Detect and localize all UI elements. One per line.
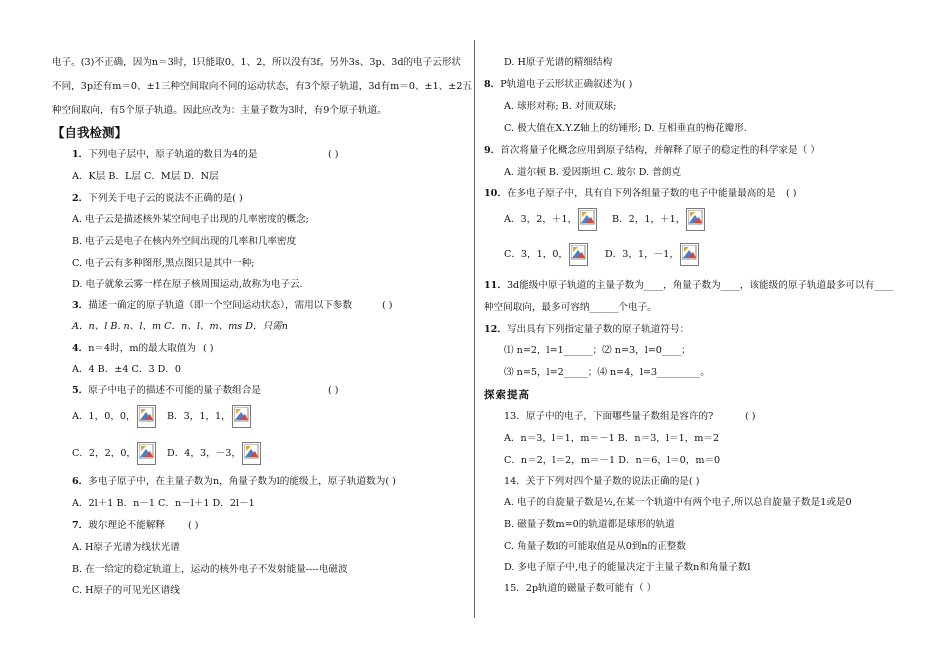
question-8: [484, 79, 632, 91]
question-text: 3d能级中原子轨道的主量子数为____，角量子数为____，该能级的原子轨道最多可以有____: [506, 280, 894, 291]
question-13-options-cd: C．n＝2，l＝2，m＝－1 D．n＝6，l＝0，m＝0: [504, 455, 721, 466]
intro-line-1: 电子。(3)不正确，因为n＝3时，l只能取0、1、2，所以没有3f。另外3s、3p、3d的电子云形状: [52, 57, 462, 68]
question-7-option-a: A. H原子光谱为线状光谱: [72, 542, 180, 553]
intro-line-3: 种空间取向，有5个原子轨道。因此应改为：主量子数为3时，有9个原子轨道。: [52, 105, 387, 116]
question-12: [484, 324, 689, 336]
question-5-option-d: [167, 442, 261, 465]
option-text: D．3，1，－1，: [605, 249, 679, 260]
question-text: 描述一确定的原子轨道（即一个空间运动状态），需用以下参数: [88, 300, 353, 311]
question-2-option-b: B. 电子云是电子在核内外空间出现的几率和几率密度: [72, 236, 297, 247]
question-text: n＝4时，m的最大取值为: [88, 343, 197, 354]
answer-paren: ( ): [786, 188, 797, 199]
option-text: D．4，3，－3，: [167, 448, 241, 459]
question-number: 4．: [72, 343, 89, 354]
question-14-option-d: D. 多电子原子中,电子的能量决定于主量子数n和角量子数l: [504, 562, 751, 573]
question-9-options: A. 道尔顿 B. 爱因斯坦 C. 玻尔 D. 普朗克: [504, 167, 681, 178]
question-2-option-d: D. 电子就象云雾一样在原子核周围运动,故称为电子云.: [72, 279, 303, 290]
image-placeholder-icon: [680, 243, 699, 266]
question-number: 13．: [504, 411, 526, 422]
question-10: [484, 188, 776, 200]
question-number: 3．: [72, 300, 89, 311]
question-8-options-ab: A. 球形对称; B. 对顶双球;: [504, 101, 617, 112]
answer-paren: ( ): [328, 149, 339, 160]
question-10-option-d: [605, 243, 699, 266]
question-number: 11．: [484, 280, 507, 291]
question-number: 14．: [504, 476, 526, 487]
question-13-options-ab: A．n＝3，l＝1，m＝－1 B．n＝3，l＝1，m＝2: [504, 433, 720, 444]
section-title-self-check: 【自我检测】: [52, 125, 128, 140]
question-text: 2p轨道的磁量子数可能有（ ）: [525, 583, 657, 594]
question-15: [504, 583, 656, 595]
option-text: A．3，2，＋1，: [504, 214, 578, 225]
question-text: 写出具有下列指定量子数的原子轨道符号：: [506, 324, 690, 335]
question-6: [72, 476, 396, 488]
question-text: 下列关于电子云的说法不正确的是( ): [88, 193, 243, 204]
question-10-option-c: [504, 243, 588, 266]
answer-paren: ( ): [203, 343, 214, 354]
question-9: [484, 145, 820, 157]
question-number: 5．: [72, 385, 89, 396]
question-text: 原子中的电子，下面哪些量子数组是容许的?: [525, 411, 714, 422]
question-12-row-1: ⑴ n=2，l=1______；⑵ n=3，l=0____；: [504, 345, 691, 356]
question-4-options: A．4 B．±4 C．3 D．0: [72, 364, 181, 375]
question-7-option-d: D. H原子光谱的精细结构: [504, 57, 613, 68]
question-5-option-b: [167, 405, 251, 428]
column-divider: [474, 40, 475, 618]
intro-line-2: 不同，3p还有m＝0、±1三种空间取向不同的运动状态，有3个原子轨道，3d有m＝0、±1、±2五: [52, 81, 473, 92]
question-11-line-2: 种空间取向，最多可容纳______个电子。: [484, 302, 657, 313]
section-title-explore: 探索提高: [484, 389, 530, 401]
option-text: B．3，1，1，: [167, 411, 231, 422]
question-14-option-c: C. 角量子数l的可能取值是从0到n的正整数: [504, 541, 686, 552]
question-5-option-a: [72, 405, 156, 428]
question-2-option-a: A. 电子云是描述核外某空间电子出现的几率密度的概念;: [72, 214, 309, 225]
question-7-option-c: C. H原子的可见光区谱线: [72, 585, 180, 596]
question-number: 1．: [72, 149, 89, 160]
question-8-options-cd: C. 极大值在X.Y.Z轴上的纺锤形; D. 互相垂直的梅花瓣形.: [504, 123, 747, 134]
question-number: 8．: [484, 79, 501, 90]
image-placeholder-icon: [137, 405, 156, 428]
image-placeholder-icon: [578, 208, 597, 231]
answer-paren: ( ): [745, 411, 756, 422]
image-placeholder-icon: [569, 243, 588, 266]
image-placeholder-icon: [137, 442, 156, 465]
question-number: 7．: [72, 520, 89, 531]
question-text: 玻尔理论不能解释: [88, 520, 166, 531]
question-5-option-c: [72, 442, 156, 465]
option-text: C．3，1，0，: [504, 249, 569, 260]
question-7-option-b: B. 在一给定的稳定轨道上，运动的核外电子不发射能量----电磁波: [72, 564, 348, 575]
question-1-options: A．K层 B．L层 C．M层 D．N层: [72, 171, 219, 182]
question-text: 下列电子层中，原子轨道的数目为4的是: [88, 149, 258, 160]
question-text: P轨道电子云形状正确叙述为( ): [500, 79, 633, 90]
option-text: A．1，0，0，: [72, 411, 136, 422]
answer-paren: ( ): [328, 385, 339, 396]
question-6-options: A．2l＋1 B．n－1 C．n－l＋1 D．2l－1: [72, 498, 255, 509]
option-text: B．2，1，＋1，: [612, 214, 686, 225]
question-3: [72, 300, 352, 312]
question-text: 关于下列对四个量子数的说法正确的是( ): [525, 476, 700, 487]
question-14: [504, 476, 699, 488]
option-text: C．2，2，0，: [72, 448, 137, 459]
question-3-options: A．n、l B. n、l、m C．n、l、m、ms D．只需n: [72, 321, 288, 332]
question-number: 2．: [72, 193, 89, 204]
question-number: 15．: [504, 583, 526, 594]
question-2-option-c: C. 电子云有多种图形,黑点图只是其中一种;: [72, 258, 255, 269]
question-text: 首次将量子化概念应用到原子结构，并解释了原子的稳定性的科学家是（ ）: [500, 145, 820, 156]
question-13: [504, 411, 713, 423]
answer-paren: ( ): [188, 520, 199, 531]
question-14-option-a: A. 电子的自旋量子数是½,在某一个轨道中有两个电子,所以总自旋量子数是1或是0: [504, 497, 852, 508]
image-placeholder-icon: [686, 208, 705, 231]
question-text: 原子中电子的描述不可能的量子数组合是: [88, 385, 261, 396]
question-10-option-a: [504, 208, 597, 231]
question-10-option-b: [612, 208, 705, 231]
question-number: 12．: [484, 324, 507, 335]
question-11: [484, 280, 893, 292]
question-4: [72, 343, 196, 355]
question-number: 10．: [484, 188, 507, 199]
question-5: [72, 385, 261, 397]
question-text: 多电子原子中，在主量子数为n，角量子数为l的能级上，原子轨道数为( ): [88, 476, 396, 487]
image-placeholder-icon: [242, 442, 261, 465]
question-text: 在多电子原子中，具有自下列各组量子数的电子中能量最高的是: [506, 188, 776, 199]
question-1: [72, 149, 257, 161]
question-number: 9．: [484, 145, 501, 156]
answer-paren: ( ): [382, 300, 393, 311]
question-number: 6．: [72, 476, 89, 487]
question-12-row-2: ⑶ n=5，l=2_____；⑷ n=4，l=3_________。: [504, 367, 710, 378]
question-14-option-b: B. 磁量子数m=0的轨道都是球形的轨道: [504, 519, 675, 530]
question-7: [72, 520, 165, 532]
image-placeholder-icon: [232, 405, 251, 428]
question-2: [72, 193, 243, 205]
